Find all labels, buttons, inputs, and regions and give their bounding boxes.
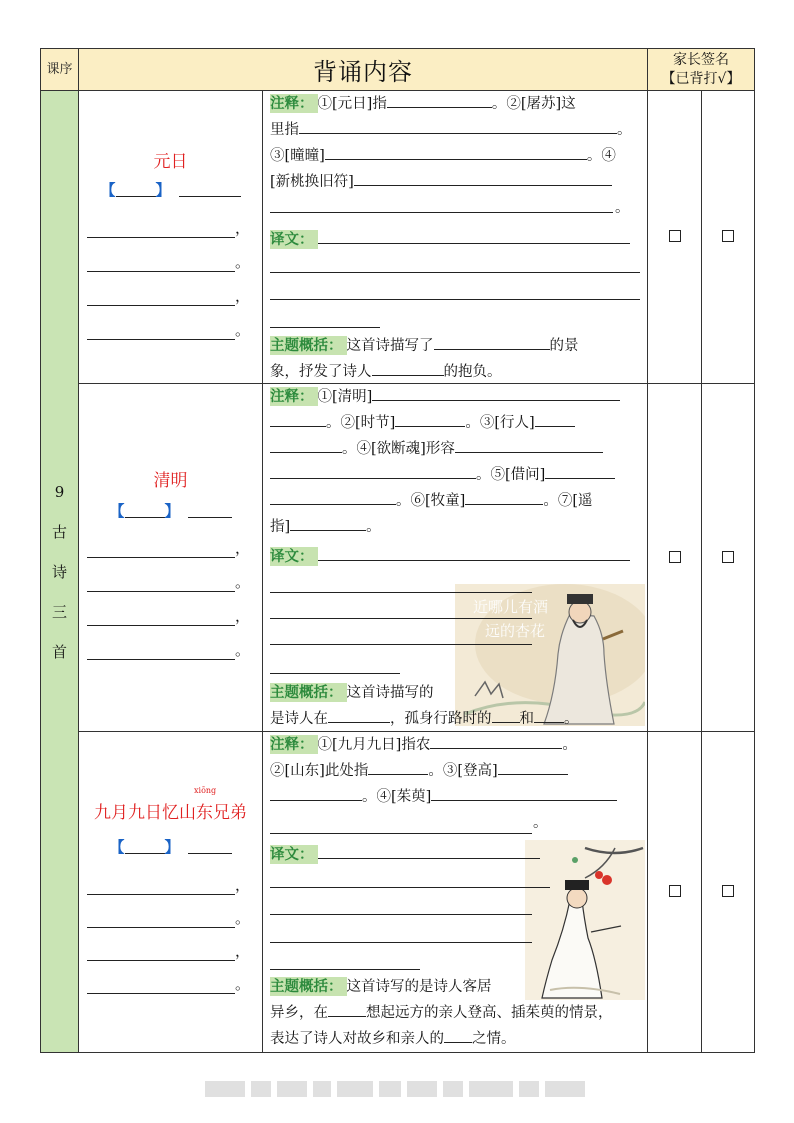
translation-line: 译文： <box>270 842 637 868</box>
poem-notes-cell-2 <box>263 384 648 732</box>
notes-line: 。⑤[借问] <box>270 462 637 488</box>
author-blank[interactable] <box>188 503 232 518</box>
poem-title: 清明 <box>153 471 188 491</box>
notes-line: 。④[茱萸] <box>270 784 637 810</box>
recite-checkbox[interactable] <box>702 732 755 1053</box>
translation-blank[interactable] <box>270 618 532 619</box>
translation-blank[interactable] <box>270 327 380 328</box>
author-line: 【 】 <box>79 836 262 857</box>
verse-line[interactable]: ， <box>87 537 250 558</box>
author-line: 【 】 <box>79 500 262 521</box>
poem-recite-cell-2 <box>79 384 263 732</box>
poem-row-3 <box>41 732 755 1053</box>
dynasty-blank[interactable] <box>125 503 165 518</box>
notes-line: ②[山东]此处指 。③[登高] <box>270 758 637 784</box>
notes-line: 。⑥[牧童] 。⑦[遥 <box>270 488 637 514</box>
theme-line: 表达了诗人对故乡和亲人的 之情。 <box>270 1026 637 1052</box>
theme-line: 异乡，在 想起远方的亲人登高、插茱萸的情景， <box>270 1000 637 1026</box>
notes-line: 注释： ①[元日]指 。②[屠苏]这 <box>270 95 576 112</box>
sign-checkbox[interactable] <box>648 91 702 384</box>
notes-blank[interactable] <box>270 212 613 213</box>
translation-blank[interactable] <box>270 644 532 645</box>
translation-blank[interactable] <box>270 914 532 915</box>
verse-line[interactable]: 。 <box>87 973 250 994</box>
verse-line[interactable]: ， <box>87 285 250 306</box>
translation-blank[interactable] <box>270 969 420 970</box>
translation-blank[interactable] <box>270 299 640 300</box>
poem-title: 元日 <box>153 152 188 172</box>
notes-line: 注释： ①[九月九日]指农 。 <box>270 736 577 753</box>
notes-line: 。④[欲断魂]形容 <box>270 436 637 462</box>
verse-line[interactable]: 。 <box>87 639 250 660</box>
translation-blank[interactable] <box>270 272 640 273</box>
verse-line[interactable]: 。 <box>87 251 250 272</box>
lesson-header: 课序 <box>41 49 79 91</box>
poem-notes-cell-3: 注释： ①[九月九日]指农 。 ②[山东]此处指 。③[登高] 。④[茱萸] 。 译文： 主题概括： 这首诗写的是诗人客居 异乡，在 想起远方的亲人登高、插茱萸的情景， 表达了诗人对故乡和亲人的 之情。 <box>263 732 648 1053</box>
recite-checkbox[interactable] <box>702 384 755 732</box>
translation-blank[interactable] <box>270 673 400 674</box>
theme-line: 主题概括： 这首诗描写的 <box>270 684 434 701</box>
dynasty-blank[interactable] <box>116 182 156 197</box>
footer-watermark <box>205 1078 589 1100</box>
author-blank[interactable] <box>179 182 241 197</box>
content-header: 背诵内容 <box>79 49 648 91</box>
dynasty-blank[interactable] <box>125 839 165 854</box>
poem-recite-cell-3 <box>79 732 263 1053</box>
theme-line: 象，抒发了诗人 的抱负。 <box>270 359 637 385</box>
translation-blank[interactable] <box>270 592 532 593</box>
translation-blank[interactable] <box>270 887 550 888</box>
lesson-name: 9 古 诗 三 首 <box>41 91 79 1053</box>
theme-line: 主题概括： 这首诗写的是诗人客居 <box>270 978 492 995</box>
author-line: 【 】 <box>79 179 262 200</box>
verse-line[interactable]: 。 <box>87 319 250 340</box>
notes-line: 。②[时节] 。③[行人] <box>270 410 637 436</box>
verse-line[interactable]: ， <box>87 605 250 626</box>
notes-blank[interactable] <box>270 833 532 834</box>
header-row <box>41 49 755 91</box>
poem-row-2 <box>41 384 755 732</box>
theme-line: 是诗人在 ，孤身行路时的 和 。 <box>270 706 637 732</box>
theme-line: 主题概括： 这首诗描写了 的景 <box>270 337 579 354</box>
verse-line[interactable]: 。 <box>87 571 250 592</box>
translation-blank[interactable] <box>270 942 532 943</box>
translation-line: 译文： <box>270 227 637 253</box>
notes-line: 指] 。 <box>270 514 637 540</box>
notes-line: 注释： ①[清明] <box>270 384 637 410</box>
sign-checkbox[interactable] <box>648 732 702 1053</box>
pic-text: 近哪儿有酒 <box>473 598 549 616</box>
poem-title: 九月九日忆山 xiōng 东兄弟 <box>94 786 247 823</box>
poem-row-1 <box>41 91 755 384</box>
translation-line: 译文： <box>270 544 637 570</box>
notes-line: ③[曈曈] 。④ <box>270 143 637 169</box>
verse-line[interactable]: ， <box>87 874 250 895</box>
verse-line[interactable]: ， <box>87 940 250 961</box>
verse-line[interactable]: 。 <box>87 907 250 928</box>
notes-line: [新桃换旧符] <box>270 169 637 195</box>
sign-header: 家长签名 【已背打√】 <box>648 49 755 91</box>
author-blank[interactable] <box>188 839 232 854</box>
sign-checkbox[interactable] <box>648 384 702 732</box>
poem-notes-cell-1: 注释： ①[元日]指 。②[屠苏]这 里指 。 ③[曈曈] 。④ [新桃换旧符] 。 译文： 主题概括： 这首诗描写了 的景 象，抒发了诗人 的抱负。 <box>263 91 648 384</box>
pic-text: 远的杏花 <box>485 622 546 640</box>
recitation-table <box>40 48 755 1053</box>
pinyin: xiōng <box>194 786 217 795</box>
notes-line: 里指 。 <box>270 117 637 143</box>
recite-checkbox[interactable] <box>702 91 755 384</box>
poem-recite-cell-1 <box>79 91 263 384</box>
verse-line[interactable]: ， <box>87 217 250 238</box>
